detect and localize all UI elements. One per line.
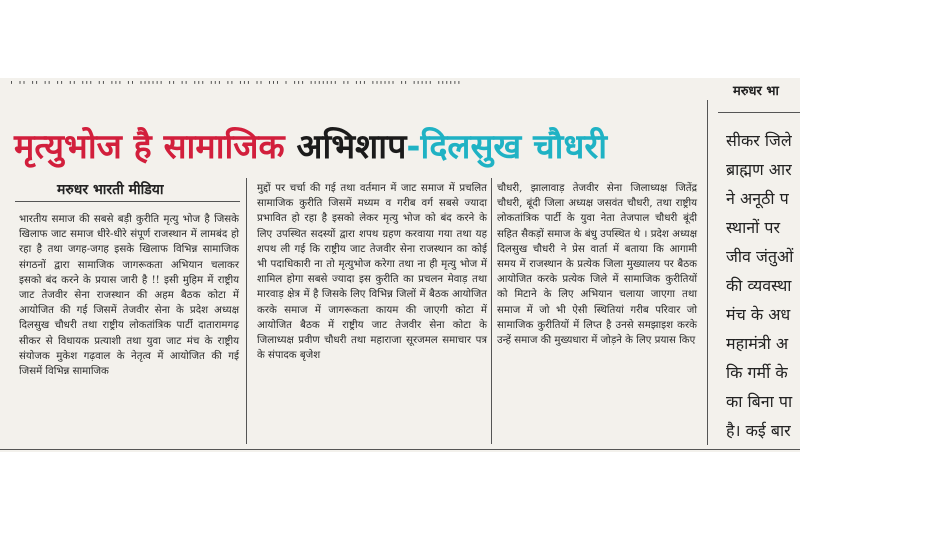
side-article-line: की व्यवस्था bbox=[726, 276, 792, 295]
side-article-line: है। कई बार bbox=[726, 421, 791, 440]
headline-part-2: अभिशाप bbox=[296, 127, 407, 167]
side-article-line: ने अनूठी प bbox=[726, 189, 789, 208]
column-divider bbox=[246, 178, 247, 444]
article-column-2: मुद्दों पर चर्चा की गई तथा वर्तमान में जाट समाज में प्रचलित सामाजिक कुरीति जिसमें मध्यम व गरीब वर्ग सबसे ज्यादा प्रभावित हो रहा है इसको लेकर मृत्यु भोज को बंद करने के लिए उपस्थित सदस्यों द्वारा शपथ ग्रहण करवाया गया तथा यह शपथ ली गई कि राष्ट्रीय जाट तेजवीर सेना राजस्थान का कोई भी पदाधिकारी ना तो मृत्युभोज करेगा तथा ना ही मृत्यु भोज में शामिल होगा सबसे ज्यादा इस कुरीति का प्रचलन मेवाड़ तथा मारवाड़ क्षेत्र में है जिसके लिए विभिन्न जिलों में बैठक आयोजित करके समाज में जागरूकता कायम की जाएगी कोटा में आयोजित बैठक में राष्ट्रीय जाट तेजवीर सेना कोटा के जिलाध्यक्ष प्रवीण चौधरी तथा महाराजा सूरजमल समाचार पत्र के संपादक बृजेश bbox=[257, 183, 487, 362]
side-article-line: ब्राह्मण आर bbox=[726, 160, 792, 179]
headline-part-1: मृत्युभोज है सामाजिक bbox=[14, 127, 285, 167]
column-divider bbox=[491, 178, 492, 444]
side-header-divider bbox=[718, 112, 800, 113]
headline bbox=[14, 120, 704, 174]
bottom-rule bbox=[0, 449, 800, 450]
side-article-line: स्थानों पर bbox=[726, 218, 781, 237]
side-article-text bbox=[726, 126, 926, 440]
cropped-header-strip: ' '' '' '' '' '' ''' '' ''' '' '''''' '' '' ''' ''' '' ''' '' ''' ' ''' ''''''' '' ''' '''''' '' ''''' '''''' bbox=[10, 79, 462, 92]
article-column-3: चौधरी, झालावाड़ तेजवीर सेना जिलाध्यक्ष जितेंद्र चौधरी, बूंदी जिला अध्यक्ष जसवंत चौधरी, तथा राष्ट्रीय लोकतांत्रिक पार्टी के युवा नेता तेजपाल चौधरी बूंदी सहित सैकड़ों समाज के बंधु उपस्थित थे । प्रदेश अध्यक्ष दिलसुख चौधरी ने प्रेस वार्ता में बताया कि आगामी समय में राजस्थान के प्रत्येक जिला मुख्यालय पर बैठक आयोजित करके प्रत्येक जिले में सामाजिक कुरीतियों को मिटाने के लिए अभियान चलाया जाएगा तथा समाज में जो भी ऐसी स्थितियां गरीब परिवार जो सामाजिक कुरीतियों में लिप्त है उनसे समझाइश करके उन्हें समाज की मुख्यधारा में जोड़ने के लिए प्रयास किए bbox=[497, 183, 697, 347]
side-article-line: सीकर जिले bbox=[726, 131, 792, 150]
side-article-line: महामंत्री अ bbox=[726, 334, 789, 353]
side-article-header: मरुधर भा bbox=[733, 84, 779, 99]
headline-part-3: -दिलसुख चौधरी bbox=[406, 127, 608, 167]
article-column-1: भारतीय समाज की सबसे बड़ी कुरीति मृत्यु भोज है जिसके खिलाफ जाट समाज धीरे-धीरे संपूर्ण राजस्थान में लामबंद हो रहा है तथा जगह-जगह इसके खिलाफ विभिन्न सामाजिक संगठनों द्वारा सामाजिक जागरूकता अभियान चलाकर इसको बंद करने के प्रयास जारी है !! इसी मुहिम में राष्ट्रीय जाट तेजवीर सेना राजस्थान की अहम बैठक कोटा में आयोजित की गई जिसमें तेजवीर सेना के प्रदेश अध्यक्ष दिलसुख चौधरी तथा राष्ट्रीय लोकतांत्रिक पार्टी दातारामगढ़ सीकर से विधायक प्रत्याशी तथा युवा जाट मंच के राष्ट्रीय संयोजक मुकेश गढ़वाल के नेतृत्व में आयोजित की गई जिसमें विभिन्न सामाजिक bbox=[19, 214, 239, 378]
side-article-line: कि गर्मी के bbox=[726, 363, 788, 382]
side-article-line: का बिना पा bbox=[726, 392, 793, 411]
column-divider bbox=[707, 100, 708, 445]
side-article-line: मंच के अध bbox=[726, 305, 791, 324]
side-article-line: जीव जंतुओं bbox=[726, 247, 794, 266]
byline-divider bbox=[15, 201, 240, 202]
byline: मरुधर भारती मीडिया bbox=[57, 182, 164, 198]
